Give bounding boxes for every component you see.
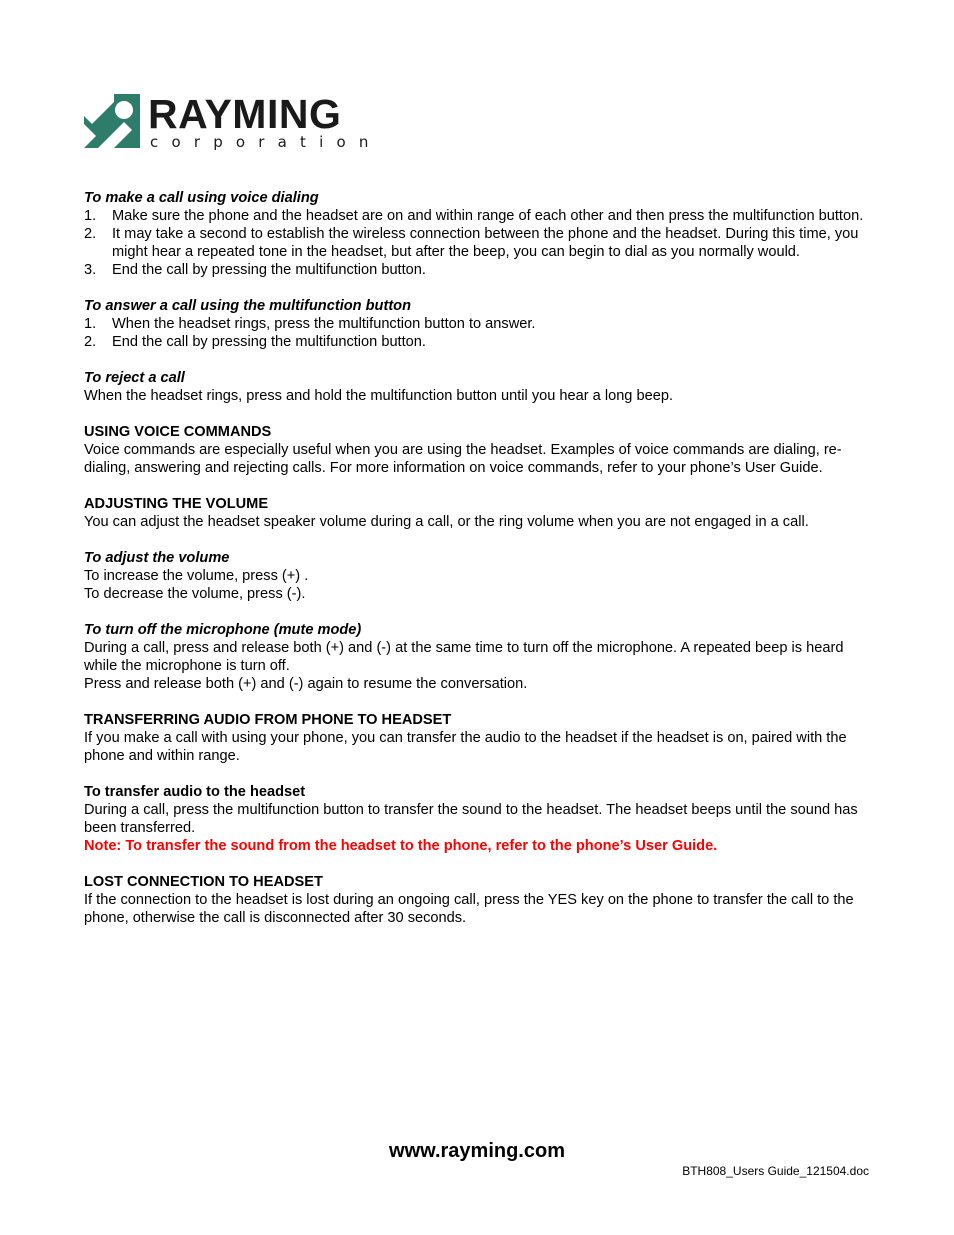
- section-answer: [84, 297, 874, 351]
- section-heading: To reject a call: [84, 370, 185, 386]
- list-text: When the headset rings, press the multifunction button to answer.: [112, 316, 536, 332]
- list-text: End the call by pressing the multifunction button.: [112, 334, 426, 350]
- numbered-list: [84, 315, 874, 351]
- list-number: 2.: [84, 226, 97, 242]
- numbered-list: [84, 207, 874, 279]
- document-body: [84, 189, 874, 945]
- rayming-logo-mark-icon: [84, 94, 140, 148]
- section-heading: To make a call using voice dialing: [84, 190, 319, 206]
- footer-website-link[interactable]: www.rayming.com: [389, 1140, 565, 1162]
- section-line: Press and release both (+) and (-) again to resume the conversation.: [84, 676, 528, 692]
- section-heading: To turn off the microphone (mute mode): [84, 622, 362, 638]
- logo-name: RAYMING: [148, 91, 342, 137]
- footer-document-name: BTH808_Users Guide_121504.doc: [682, 1164, 869, 1178]
- section-line: To decrease the volume, press (-).: [84, 586, 306, 602]
- note-text: Note: To transfer the sound from the headset to the phone, refer to the phone’s User Guide.: [84, 838, 718, 854]
- section-body: Voice commands are especially useful when you are using the headset. Examples of voice commands are dialing, re-dialing, answering and rejecting calls. For more information on voice commands, refer to your phone’s User Guide.: [84, 442, 842, 476]
- section-adjust-volume: [84, 549, 874, 603]
- section-heading: To transfer audio to the headset: [84, 784, 306, 800]
- section-transfer-to-headset: [84, 783, 874, 855]
- section-body: If the connection to the headset is lost during an ongoing call, press the YES key on the phone to transfer the call to the phone, otherwise the call is disconnected after 30 seconds.: [84, 892, 854, 926]
- list-text: Make sure the phone and the headset are on and within range of each other and then press the multifunction button.: [112, 208, 864, 224]
- list-item: [84, 315, 874, 333]
- section-transfer: [84, 711, 874, 765]
- section-reject: [84, 369, 874, 405]
- section-body: When the headset rings, press and hold the multifunction button until you hear a long beep.: [84, 388, 674, 404]
- section-mute: [84, 621, 874, 693]
- list-item: [84, 333, 874, 351]
- section-line: To increase the volume, press (+) .: [84, 568, 309, 584]
- list-item: [84, 225, 874, 261]
- section-voice-commands: [84, 423, 874, 477]
- section-line: During a call, press and release both (+) and (-) at the same time to turn off the microphone. A repeated beep is heard while the microphone is turn off.: [84, 640, 844, 674]
- logo-subtitle: corporation: [150, 133, 382, 151]
- list-item: [84, 261, 874, 279]
- section-heading: ADJUSTING THE VOLUME: [84, 496, 269, 512]
- list-number: 1.: [84, 208, 97, 224]
- section-heading: USING VOICE COMMANDS: [84, 424, 272, 440]
- list-number: 1.: [84, 316, 97, 332]
- section-heading: To answer a call using the multifunction button: [84, 298, 412, 314]
- section-lost-connection: [84, 873, 874, 927]
- list-text: It may take a second to establish the wireless connection between the phone and the headset. During this time, you might hear a repeated tone in the headset, but after the beep, you can begin to dial as you normally would.: [112, 226, 859, 260]
- section-heading: To adjust the volume: [84, 550, 230, 566]
- section-voice-dial: [84, 189, 874, 279]
- list-item: [84, 207, 874, 225]
- rayming-logo: [84, 91, 382, 151]
- section-body: During a call, press the multifunction button to transfer the sound to the headset. The headset beeps until the sound has been transferred.: [84, 802, 858, 836]
- section-volume: [84, 495, 874, 531]
- list-number: 3.: [84, 262, 97, 278]
- list-text: End the call by pressing the multifunction button.: [112, 262, 426, 278]
- list-number: 2.: [84, 334, 97, 350]
- section-heading: TRANSFERRING AUDIO FROM PHONE TO HEADSET: [84, 712, 452, 728]
- section-body: If you make a call with using your phone, you can transfer the audio to the headset if the headset is on, paired with the phone and within range.: [84, 730, 847, 764]
- section-heading: LOST CONNECTION TO HEADSET: [84, 874, 323, 890]
- section-body: You can adjust the headset speaker volume during a call, or the ring volume when you are not engaged in a call.: [84, 514, 809, 530]
